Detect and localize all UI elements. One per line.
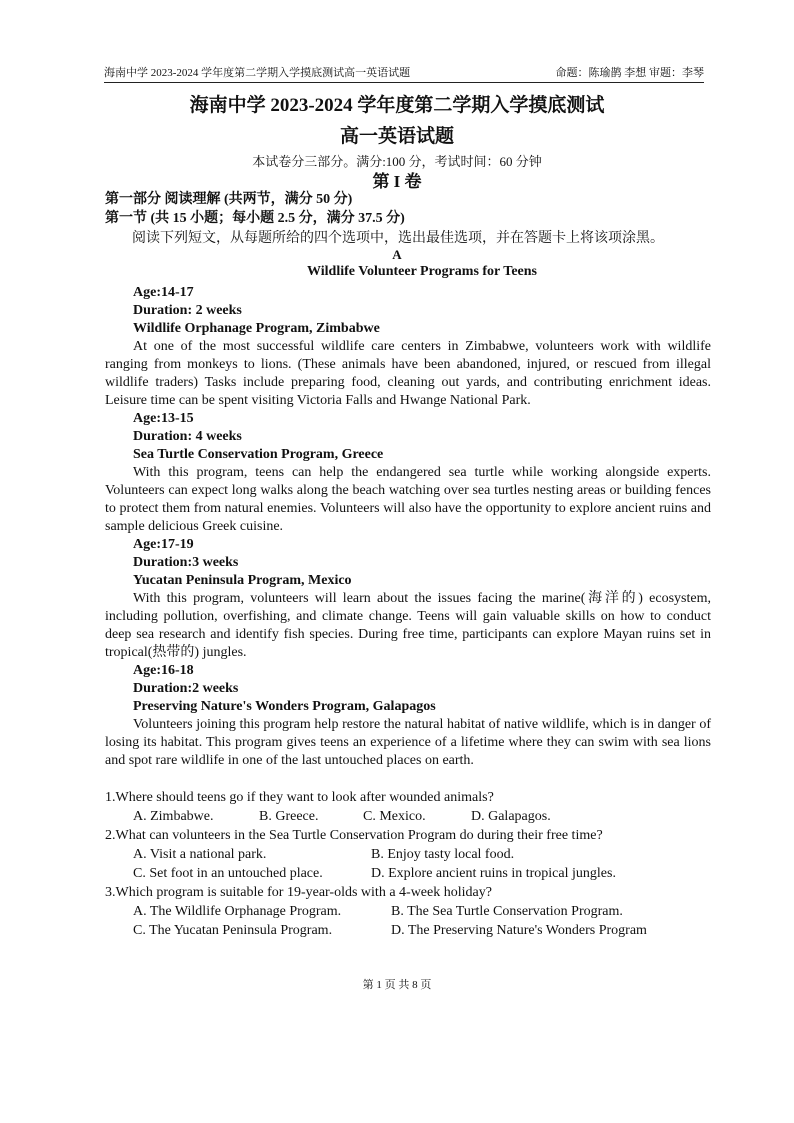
program-duration: Duration:3 weeks (133, 555, 239, 570)
volume-heading: 第 I 卷 (372, 172, 422, 191)
page-header (104, 66, 704, 83)
header-exam-title: 海南中学 2023-2024 学年度第二学期入学摸底测试高一英语试题 (104, 67, 411, 79)
option-a: A. The Wildlife Orphanage Program. (133, 904, 342, 919)
answer-options (105, 845, 711, 864)
program-age: Age:13-15 (133, 411, 194, 426)
program-block (105, 536, 711, 662)
exam-subject-title: 高一英语试题 (339, 126, 454, 147)
program-age: Age:17-19 (133, 537, 194, 552)
passage-body (105, 284, 711, 770)
header-authors: 命题：陈瑜鹊 李想 审题：李琴 (555, 67, 704, 79)
question-stem: 1.Where should teens go if they want to look after wounded animals? (105, 790, 494, 805)
program-name: Sea Turtle Conservation Program, Greece (133, 447, 384, 462)
option-a: A. Visit a national park. (133, 847, 267, 862)
question-stem: 2.What can volunteers in the Sea Turtle Conservation Program do during their free time? (105, 828, 603, 843)
option-c: C. Set foot in an untouched place. (133, 866, 323, 881)
program-age: Age:14-17 (133, 285, 194, 300)
option-d: D. Explore ancient ruins in tropical jungles. (371, 866, 616, 881)
instructions: 阅读下列短文，从每题所给的四个选项中，选出最佳选项，并在答题卡上将该项涂黑。 (132, 231, 664, 246)
program-block (105, 410, 711, 536)
exam-title: 海南中学 2023-2024 学年度第二学期入学摸底测试 (189, 95, 605, 116)
answer-options (105, 864, 711, 883)
option-c: C. Mexico. (363, 809, 426, 824)
option-c: C. The Yucatan Peninsula Program. (133, 923, 333, 938)
exam-info: 本试卷分三部分。满分:100 分，考试时间：60 分钟 (252, 154, 542, 169)
program-description: At one of the most successful wildlife care centers in Zimbabwe, volunteers work with wildlife ranging from monkeys to lions. (These animals have been abandoned, injured, or rescued from illegal wildlife traders) Tasks include preparing food, cleaning out yards, and contributing enrichment ideas. Leisure time can be spent visiting Victoria Falls and Hwange National Park. (105, 339, 711, 408)
option-b: B. The Sea Turtle Conservation Program. (391, 904, 623, 919)
program-age: Age:16-18 (133, 663, 194, 678)
option-d: D. The Preserving Nature's Wonders Program (391, 923, 647, 938)
program-description: With this program, teens can help the endangered sea turtle while working alongside experts. Volunteers can expect long walks along the beach watching over sea turtles nesting areas or building fences to protect them from natural enemies. Volunteers will also have the opportunity to explore ancient ruins and sample delicious Greek cuisine. (105, 465, 711, 534)
question (105, 883, 711, 940)
program-block (105, 662, 711, 770)
part-heading: 第一部分 阅读理解 (共两节，满分 50 分) (105, 192, 353, 207)
program-name: Yucatan Peninsula Program, Mexico (133, 573, 352, 588)
option-d: D. Galapagos. (471, 809, 551, 824)
option-a: A. Zimbabwe. (133, 809, 214, 824)
question (105, 826, 711, 883)
program-name: Wildlife Orphanage Program, Zimbabwe (133, 321, 380, 336)
passage-letter: A (392, 247, 402, 262)
program-duration: Duration: 4 weeks (133, 429, 242, 444)
question-stem: 3.Which program is suitable for 19-year-olds with a 4-week holiday? (105, 885, 492, 900)
question (105, 788, 711, 826)
question-list (105, 788, 711, 940)
option-b: B. Greece. (259, 809, 319, 824)
program-description: With this program, volunteers will learn about the issues facing the marine(海洋的) ecosystem, including pollution, overfishing, and climate change. Teens will gain valuable skills on how to conduct deep sea research and identify fish species. During free time, participants can explore Mayan ruins set in tropical(热带的) jungles. (105, 591, 711, 660)
program-block (105, 284, 711, 410)
answer-options (105, 921, 711, 940)
answer-options (105, 902, 711, 921)
page-footer: 第 1 页 共 8 页 (362, 979, 432, 991)
answer-options (105, 807, 711, 826)
option-b: B. Enjoy tasty local food. (371, 847, 515, 862)
program-description: Volunteers joining this program help restore the natural habitat of native wildlife, which is in danger of losing its habitat. This program gives teens an experience of a lifetime where they can swim with sea lions and spot rare wildlife in one of the last untouched places on earth. (105, 717, 711, 768)
section-heading: 第一节 (共 15 小题；每小题 2.5 分，满分 37.5 分) (105, 211, 405, 226)
passage-title: Wildlife Volunteer Programs for Teens (307, 264, 537, 279)
program-name: Preserving Nature's Wonders Program, Galapagos (133, 699, 436, 714)
program-duration: Duration: 2 weeks (133, 303, 242, 318)
program-duration: Duration:2 weeks (133, 681, 239, 696)
